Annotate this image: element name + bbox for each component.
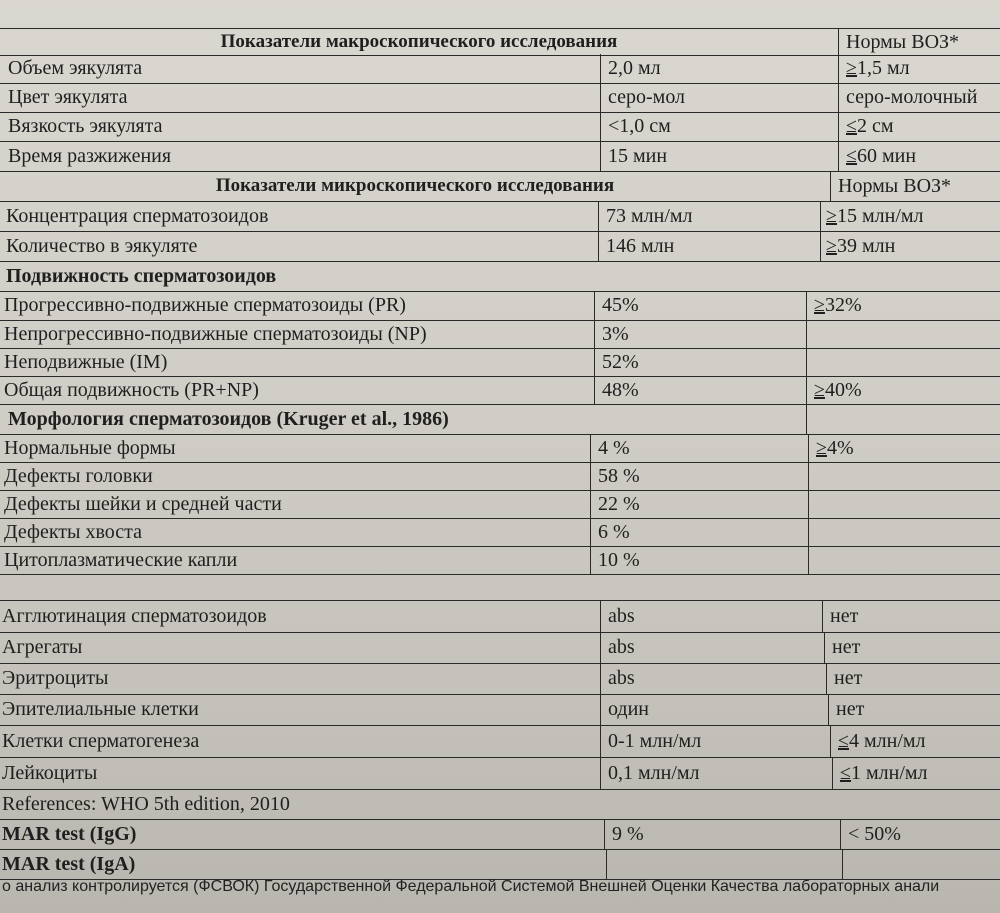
row-norm: нет [836,698,865,720]
row-label: Цитоплазматические капли [4,548,238,571]
table-row [0,434,1000,463]
row-label: Концентрация сперматозоидов [6,204,269,227]
table-row [0,141,1000,172]
row-norm: ≥ 39 млн [826,234,896,257]
micro-norms-header: Нормы ВОЗ* [838,174,952,197]
row-label: Агрегаты [2,636,83,658]
row-value: abs [608,604,635,627]
row-norm: ≤ 60 мин [846,144,917,167]
row-value: abs [608,667,635,689]
row-label: Нормальные формы [4,436,176,459]
row-norm: нет [830,604,859,627]
row-value: 48% [602,378,639,401]
row-value: 0-1 млн/мл [608,729,702,752]
row-norm: < 50% [848,822,901,845]
row-value: 0,1 млн/мл [608,761,700,784]
row-label: Цвет эякулята [8,86,128,108]
table-row [0,201,1000,232]
row-label: Дефекты хвоста [4,520,143,543]
row-value: 10 % [598,548,640,571]
micro-header-row [0,171,1000,202]
row-value: 6 % [598,520,630,543]
row-label: Дефекты головки [4,464,153,487]
row-label: Эпителиальные клетки [2,698,199,720]
footnote: о анализ контролируется (ФСВОК) Государственной Федеральной Системой Внешней Оценки Качества лабораторных анали [2,878,940,895]
row-value: 15 мин [608,144,668,167]
table-row [0,231,1000,262]
row-value: 9 % [612,822,644,845]
row-value: серо-мол [608,86,686,108]
row-norm: ≤ 4 млн/мл [838,729,926,752]
row-norm: ≥ 1,5 мл [846,57,910,79]
row-label: Количество в эякуляте [6,234,198,257]
row-value: один [608,698,650,720]
row-value: 4 % [598,436,630,459]
row-label: Объем эякулята [8,57,143,79]
row-norm: нет [832,636,861,658]
motility-header-row [0,261,1000,292]
row-norm: серо-молочный [846,86,978,108]
row-norm: ≤ 2 см [846,115,894,137]
row-label: Непрогрессивно-подвижные сперматозоиды (NP) [4,322,427,345]
row-value: <1,0 см [608,115,671,137]
motility-header: Подвижность сперматозоидов [6,264,277,287]
row-label: Агглютинация сперматозоидов [2,604,267,627]
table-row [0,112,1000,142]
table-row [0,849,1000,880]
table-row [0,490,1000,519]
row-label: Дефекты шейки и средней части [4,492,282,515]
row-label: Лейкоциты [2,761,98,784]
row-label: MAR test (IgA) [2,852,136,875]
row-value: 73 млн/мл [606,204,693,227]
spacer-row [0,574,1000,601]
table-row [0,663,1000,695]
row-value: 3% [602,322,629,345]
table-row [0,632,1000,664]
row-value: 52% [602,350,639,373]
table-row [0,725,1000,758]
table-row [0,819,1000,850]
macro-header: Показатели макроскопического исследования [220,31,618,52]
row-label: Прогрессивно-подвижные сперматозоиды (PR) [4,294,406,316]
table-row [0,291,1000,321]
macro-header-row [0,28,1000,56]
table-row [0,757,1000,790]
row-norm: ≥ 4% [816,436,854,459]
table-row [0,694,1000,726]
table-row [0,83,1000,113]
row-norm: ≥ 32% [814,294,862,316]
table-row [0,462,1000,491]
row-value: 45% [602,294,639,316]
table-row [0,348,1000,377]
row-norm: ≥ 15 млн/мл [826,204,924,227]
row-label: Неподвижные (IM) [4,350,168,373]
references: References: WHO 5th edition, 2010 [2,792,290,815]
row-value: 22 % [598,492,640,515]
row-label: MAR test (IgG) [2,822,137,845]
table-row [0,518,1000,547]
table-row [0,320,1000,349]
references-row [0,789,1000,820]
macro-norms-header: Нормы ВОЗ* [846,30,960,53]
row-value: 2,0 мл [608,57,661,79]
row-label: Время разжижения [8,144,172,167]
table-row [0,546,1000,575]
micro-header: Показатели микроскопического исследования [215,175,615,196]
table-row [0,376,1000,405]
row-label: Вязкость эякулята [8,115,163,137]
morphology-header: Морфология сперматозоидов (Kruger et al., 1986) [8,407,449,430]
row-value: 58 % [598,464,640,487]
row-norm: ≤ 1 млн/мл [840,761,928,784]
row-label: Клетки сперматогенеза [2,729,200,752]
row-label: Эритроциты [2,667,109,689]
row-label: Общая подвижность (PR+NP) [4,378,259,401]
table-row [0,54,1000,84]
row-value: abs [608,636,635,658]
morphology-header-row [0,404,1000,435]
row-value: 146 млн [606,234,675,257]
row-norm: ≥ 40% [814,378,862,401]
row-norm: нет [834,667,863,689]
table-row [0,600,1000,633]
